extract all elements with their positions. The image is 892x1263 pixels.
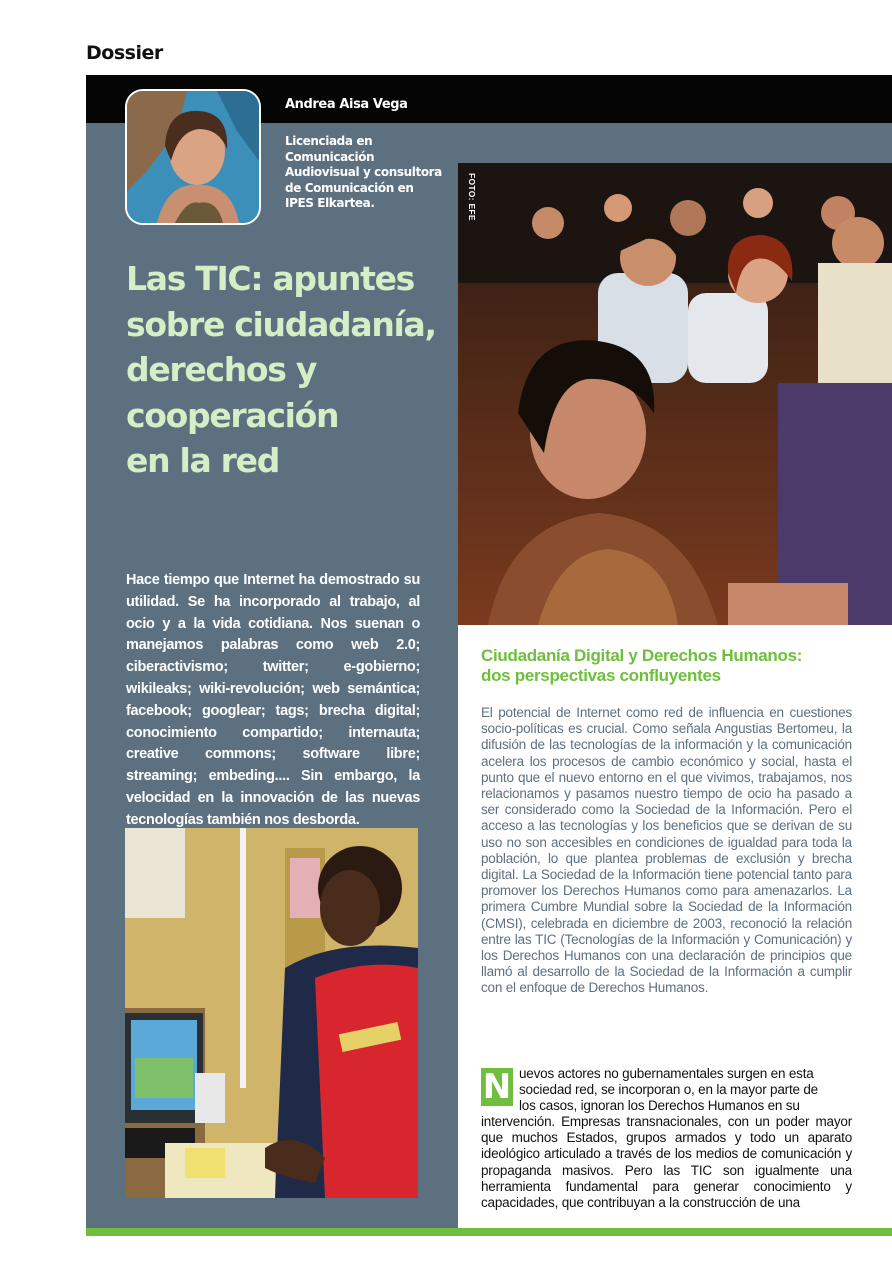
- top-strip: [458, 123, 892, 163]
- drop-cap: N: [482, 1067, 512, 1107]
- audience-photo: [458, 163, 892, 625]
- footer-rule: [86, 1228, 892, 1236]
- section-label: Dossier: [86, 42, 163, 64]
- author-name: Andrea Aisa Vega: [285, 97, 408, 112]
- author-portrait: [125, 89, 261, 225]
- article-title: [126, 256, 446, 484]
- title-line: derechos y: [126, 350, 317, 389]
- subhead-line: Ciudadanía Digital y Derechos Humanos:: [481, 646, 803, 665]
- title-line: Las TIC: apuntes: [126, 259, 414, 298]
- author-bio: Licenciada en Comunicación Audiovisual y consultora de Comunicación en IPES Elkartea.: [285, 134, 442, 210]
- intro-paragraph: Hace tiempo que Internet ha demostrado su utilidad. Se ha incorporado al trabajo, al ocio y a la vida cotidiana. Nos suenan o manejamos palabras como web 2.0; ciberactivismo; twitter; e-gobierno; wikileaks; wiki-revolución; web semántica; facebook; googlear; tags; brecha digital; conocimiento compartido; internauta; creative commons; software libre; streaming; embeding.... Sin embargo, la velocidad en la innovación de las nuevas tecnologías también nos desborda.: [126, 572, 420, 828]
- section-subhead: [481, 646, 861, 686]
- subhead-line: dos perspectivas confluyentes: [481, 666, 721, 685]
- body-text: intervención. Empresas transnacionales, con un poder mayor que muchos Estados, grupos armados y todo un aparato ideológico articulado a través de los medios de comunicación y propaganda masivos. Pero las TIC son igualmente una herramienta fundamental para generar conocimiento y capacidades, que contribuyan a la construcción de una: [481, 1114, 852, 1210]
- photo-credit: FOTO: EFE: [467, 173, 477, 221]
- body-line: los casos, ignoran los Derechos Humanos en su: [519, 1098, 800, 1114]
- body-paragraph-2: [481, 1066, 852, 1211]
- title-line: sobre ciudadanía,: [126, 304, 436, 344]
- body-paragraph-1: El potencial de Internet como red de influencia en cuestiones socio-políticas es crucial. Como señala Angustias Bertomeu, la difusión de las tecnologías de la información y la comunicación acelera los procesos de cambio económico y social, hasta el punto que el nuevo entorno en el que vivimos, trabajamos, nos relacionamos y pasamos nuestro tiempo de ocio ha pasado a ser considerado como la Sociedad de la Información. Pero el acceso a las tecnologías y los beneficios que se derivan de su uso no son accesibles en condiciones de igualdad para toda la población, lo que plantea problemas de exclusión y brecha digital. La Sociedad de la Información tiene potencial tanto para promover los Derechos Humanos como para amenazarlos. La primera Cumbre Mundial sobre la Sociedad de la Información (CMSI), celebrada en diciembre de 2003, reconoció la relación entre las TIC (Tecnologías de la Información y Comunicación) y los Derechos Humanos con una declaración de principios que llamó al desarrollo de la Sociedad de la Información a cumplir con el enfoque de Derechos Humanos.: [481, 705, 852, 996]
- body-line: uevos actores no gubernamentales surgen en esta: [519, 1066, 814, 1081]
- man-at-computer-photo: [125, 828, 418, 1198]
- title-line: cooperación: [126, 395, 339, 435]
- body-line: sociedad red, se incorporan o, en la mayor parte de: [519, 1082, 818, 1098]
- title-line: en la red: [126, 441, 280, 480]
